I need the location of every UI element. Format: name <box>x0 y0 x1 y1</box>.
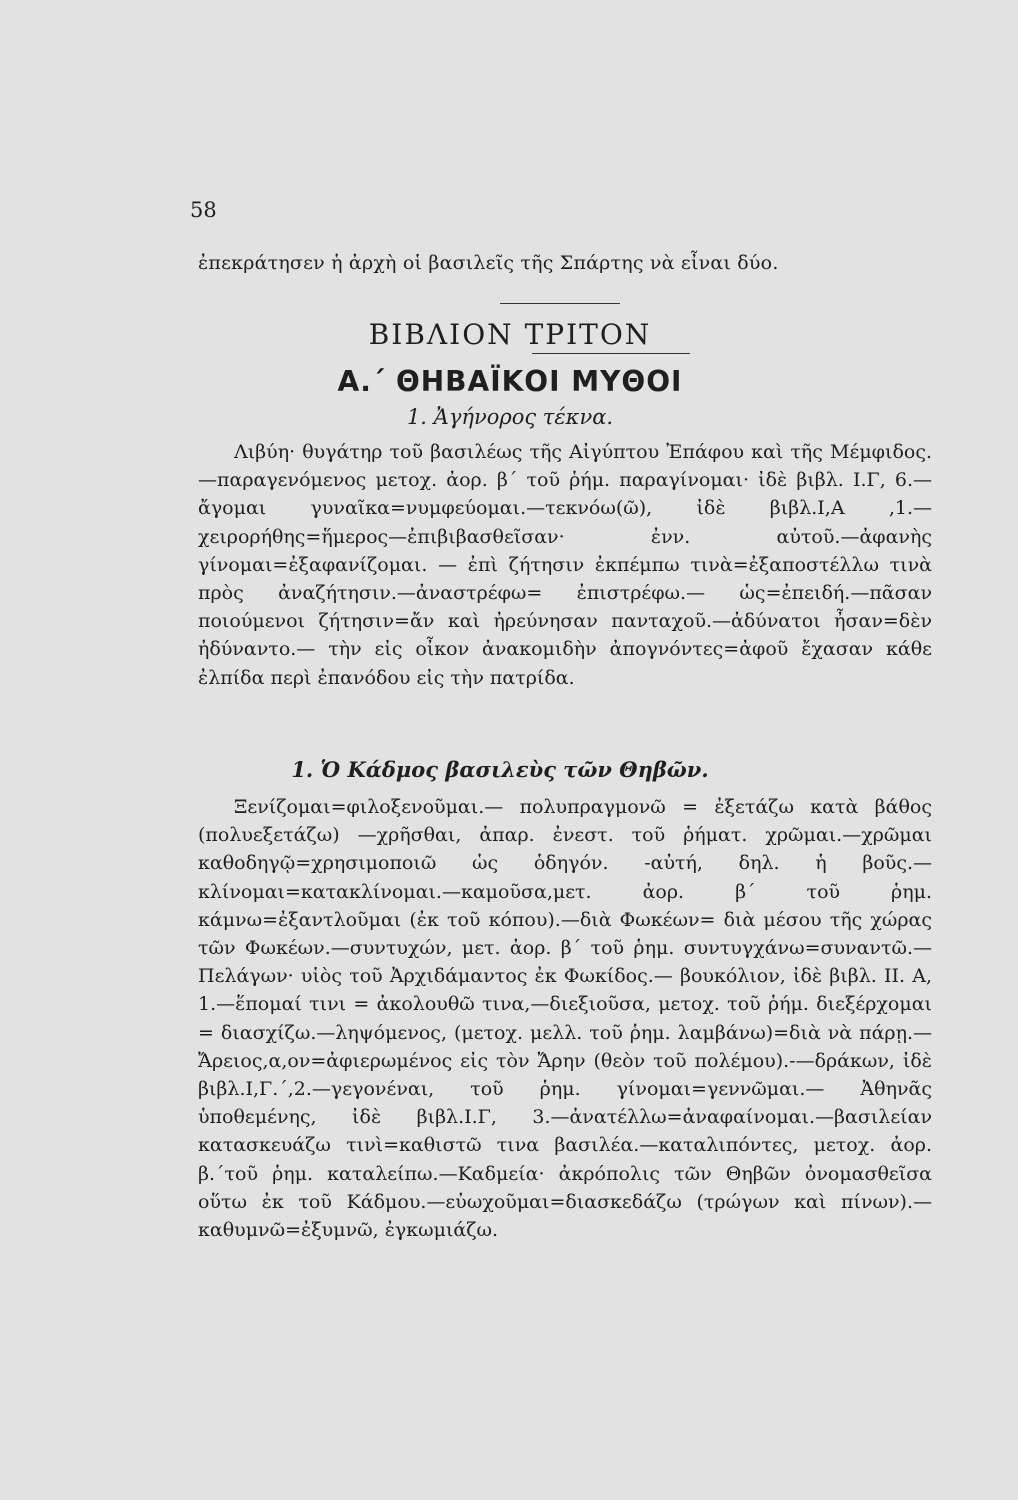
page-number: 58 <box>190 198 217 222</box>
section-title: 1. Ὁ Κάδμος βασιλεὺς τῶν Θηβῶν. <box>291 757 709 782</box>
section-title: 1. Ἀγήνορος τέκνα. <box>406 405 614 429</box>
divider-rule <box>500 303 620 304</box>
title-underline <box>532 353 690 354</box>
glossary-paragraph: Ξενίζομαι=φιλοξενοῦμαι.— πολυπραγμονῶ = ἐξετάζω κατὰ βάθος (πολυεξετάζω) —χρῆσθαι, ἀπαρ. ἐνεστ. τοῦ ῥήματ. χρῶμαι.—χρῶμαι καθοδηγῷ=χρησιμοποιῶ ὡς ὁδηγόν. -αὐτή, δηλ. ἡ βοῦς.—κλίνομαι=κατακλίνομαι.—καμοῦσα,μετ. ἀορ. β΄ τοῦ ῥημ. κάμνω=ἐξαντλοῦμαι (ἐκ τοῦ κόπου).—διὰ Φωκέων= διὰ μέσου τῆς χώρας τῶν Φωκέων.—συντυχών, μετ. ἀορ. β΄ τοῦ ῥημ. συντυγχάνω=συναντῶ.—Πελάγων· υἱὸς τοῦ Ἀρχιδάμαντος ἐκ Φωκίδος.— βουκόλιον, ἰδὲ βιβλ. ΙΙ. Α, 1.—ἕπομαί τινι = ἀκολουθῶ τινα,—διεξιοῦσα, μετοχ. τοῦ ῥήμ. διεξέρχομαι = διασχίζω.—ληψόμενος, (μετοχ. μελλ. τοῦ ῥημ. λαμβάνω)=διὰ νὰ πάρῃ.—Ἄρειος,α,ον=ἀφιερωμένος εἰς τὸν Ἄρην (θεὸν τοῦ πολέμου).-—δράκων, ἰδὲ βιβλ.Ι,Γ.΄,2.—γεγονέναι, τοῦ ῥημ. γίνομαι=γεννῶμαι.— Ἀθηνᾶς ὑποθεμένης, ἰδὲ βιβλ.Ι.Γ, 3.—ἀνατέλλω=ἀναφαίνομαι.—βασιλείαν κατασκευάζω τινὶ=καθιστῶ τινα βασιλέα.—καταλιπόντες, μετοχ. ἀορ. β.΄τοῦ ῥημ. καταλείπω.—Καδμεία· ἀκρόπολις τῶν Θηβῶν ὀνομασθεῖσα οὕτω ἐκ τοῦ Κάδμου.—εὐωχοῦμαι=διασκεδάζω (τρώγων καὶ πίνων).—καθυμνῶ=ἐξυμνῶ, ἐγκωμιάζω. <box>198 796 932 1242</box>
glossary-paragraph: Λιβύη· θυγάτηρ τοῦ βασιλέως τῆς Αἰγύπτου Ἐπάφου καὶ τῆς Μέμφιδος.—παραγενόμενος μετοχ. ἀορ. β΄ τοῦ ῥήμ. παραγίνομαι· ἰδὲ βιβλ. Ι.Γ, 6.— ἄγομαι γυναῖκα=νυμφεύομαι.—τεκνόω(ῶ), ἰδὲ βιβλ.Ι,Α ,1.—χειρορήθης=ἥμερος—ἐπιβιβασθεῖσαν· ἐνν. αὐτοῦ.—ἀφανὴς γίνομαι=ἐξαφανίζομαι. — ἐπὶ ζήτησιν ἐκπέμπω τινὰ=ἐξαποστέλλω τινὰ πρὸς ἀναζήτησιν.—ἀναστρέφω= ἐπιστρέφω.— ὡς=ἐπειδή.—πᾶσαν ποιούμενοι ζήτησιν=ἄν καὶ ἠρεύνησαν πανταχοῦ.—ἀδύνατοι ἦσαν=δὲν ἠδύναντο.— τὴν εἰς οἶκον ἀνακομιδὴν ἀπογνόντες=ἀφοῦ ἔχασαν κάθε ἐλπίδα περὶ ἐπανόδου εἰς τὴν πατρίδα. <box>198 441 932 689</box>
part-title: Α.΄ ΘΗΒΑΪΚΟΙ ΜΥΘΟΙ <box>337 365 683 398</box>
intro-line: ἐπεκράτησεν ἡ ἀρχὴ οἱ βασιλεῖς τῆς Σπάρτης νὰ εἶναι δύο. <box>198 252 779 274</box>
book-title: ΒΙΒΛΙΟΝ ΤΡΙΤΟΝ <box>368 318 652 351</box>
